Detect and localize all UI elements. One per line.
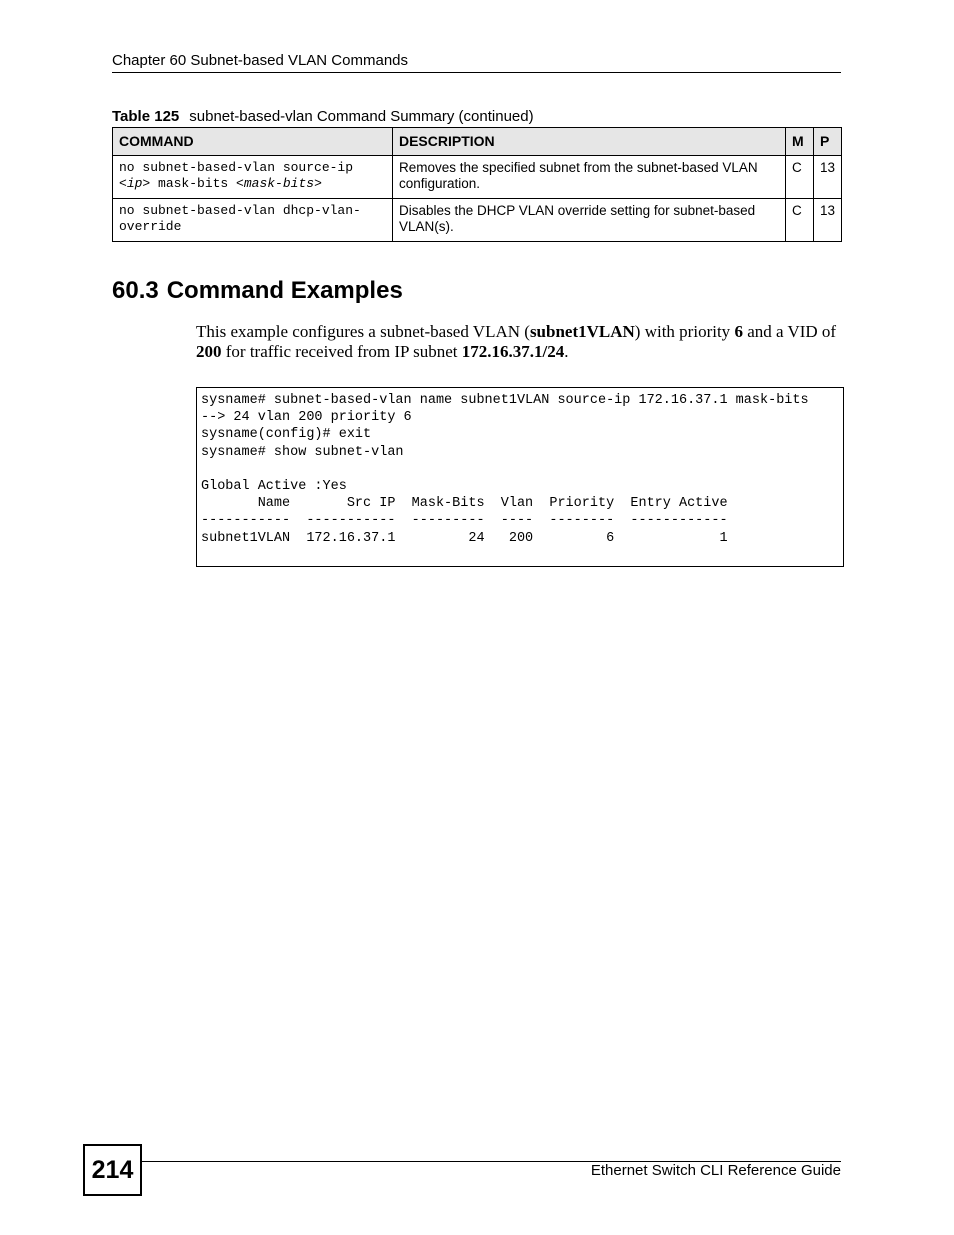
- mode-cell: C: [785, 199, 813, 242]
- running-header: Chapter 60 Subnet-based VLAN Commands: [112, 52, 409, 69]
- command-summary-table: [112, 127, 842, 242]
- table-caption-label: Table 125: [112, 108, 180, 125]
- section-title: Command Examples: [166, 277, 403, 304]
- column-header-description: DESCRIPTION: [392, 128, 785, 156]
- command-line: no subnet-based-vlan source-ip: [119, 160, 354, 175]
- command-param-ip: ip: [126, 176, 143, 191]
- description-cell: Removes the specified subnet from the subnet-based VLAN configuration.: [392, 156, 785, 199]
- command-line: override: [119, 219, 182, 234]
- table-row: [113, 199, 842, 242]
- command-cell: [113, 199, 393, 242]
- column-header-command: COMMAND: [113, 128, 393, 156]
- table-header-row: [113, 128, 842, 156]
- paragraph-text: ) with priority: [634, 322, 735, 341]
- command-text: >: [314, 176, 322, 191]
- paragraph-text: This example configures a subnet-based VLAN (: [196, 322, 530, 341]
- code-example-box: [196, 387, 844, 567]
- description-cell: Disables the DHCP VLAN override setting for subnet-based VLAN(s).: [392, 199, 785, 242]
- table-caption: [112, 108, 534, 125]
- section-number: 60.3: [112, 277, 159, 304]
- table-caption-text: subnet-based-vlan Command Summary (continued): [189, 108, 534, 125]
- paragraph-bold: subnet1VLAN: [529, 322, 635, 341]
- table-row: [113, 156, 842, 199]
- header-divider: [112, 72, 841, 73]
- section-heading: [112, 277, 403, 305]
- command-cell: [113, 156, 393, 199]
- command-text: > mask-bits <: [142, 176, 244, 191]
- paragraph-bold: 172.16.37.1/24: [461, 342, 565, 361]
- paragraph-text: .: [564, 342, 569, 361]
- command-param-mask-bits: mask-bits: [243, 176, 315, 191]
- privilege-cell: 13: [813, 156, 841, 199]
- paragraph-text: for traffic received from IP subnet: [221, 342, 462, 361]
- column-header-p: P: [813, 128, 841, 156]
- column-header-m: M: [785, 128, 813, 156]
- guide-title: Ethernet Switch CLI Reference Guide: [590, 1162, 841, 1179]
- page-number: 214: [83, 1144, 142, 1196]
- privilege-cell: 13: [813, 199, 841, 242]
- paragraph-bold: 6: [734, 322, 743, 341]
- command-text: <: [119, 176, 127, 191]
- mode-cell: C: [785, 156, 813, 199]
- code-example: sysname# subnet-based-vlan name subnet1VLAN source-ip 172.16.37.1 mask-bits --> 24 vlan 200 priority 6 sysname(config)# exit sysname# show subnet-vlan Global Active :Yes Name Src IP Mask-Bits Vlan Priority Entry Active ----------- ----------- --------- ---- -------- ------------ subnet1VLAN 172.16.37.1 24 200 6 1: [201, 393, 809, 546]
- paragraph-text: and a VID of: [742, 322, 837, 341]
- command-line: no subnet-based-vlan dhcp-vlan-: [119, 203, 361, 218]
- example-paragraph: [196, 322, 846, 362]
- paragraph-bold: 200: [196, 342, 222, 361]
